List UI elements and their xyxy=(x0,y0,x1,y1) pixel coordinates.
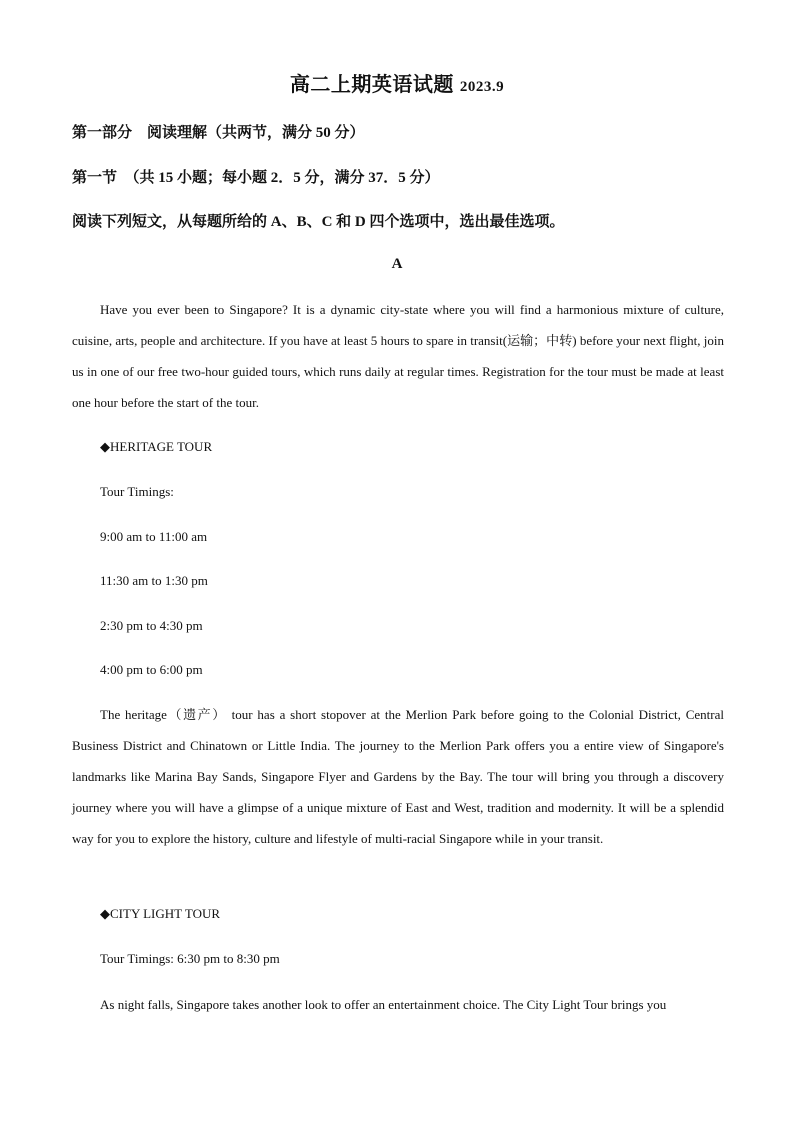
heritage-timing-1: 9:00 am to 11:00 am xyxy=(100,529,208,544)
passage-letter: A xyxy=(391,256,403,272)
city-light-tour-heading: ◆CITY LIGHT TOUR xyxy=(100,906,221,921)
page-title xyxy=(0,68,794,97)
heritage-description: The heritage（遗产） tour has a short stopover at the Merlion Park before going to the Colonial District, Central Business District and Chinatown or Little India. The journey to the Merlion Park offers you a entire view of Singapore's landmarks like Marina Bay Sands, Singapore Flyer and Gardens by the Bay. The tour will bring you through a discovery journey where you will have a glimpse of a unique mixture of East and West, tradition and modernity. It will be a splendid way for you to explore the history, culture and lifestyle of multi-racial Singapore while in your transit. xyxy=(72,707,724,846)
directions-text: 阅读下列短文，从每题所给的 A、B、C 和 D 四个选项中，选出最佳选项。 xyxy=(72,214,565,230)
part-heading: 第一部分 阅读理解（共两节，满分 50 分） xyxy=(72,125,365,141)
city-light-timings: Tour Timings: 6:30 pm to 8:30 pm xyxy=(100,951,280,966)
title-text: 高二上期英语试题 xyxy=(289,74,454,96)
heritage-tour-heading: ◆HERITAGE TOUR xyxy=(100,439,213,454)
city-light-description: As night falls, Singapore takes another look to offer an entertainment choice. The City Light Tour brings you xyxy=(100,997,667,1012)
heritage-timing-3: 2:30 pm to 4:30 pm xyxy=(100,618,203,633)
heritage-timings-label: Tour Timings: xyxy=(100,484,174,499)
title-year: 2023.9 xyxy=(459,79,505,95)
heritage-timing-4: 4:00 pm to 6:00 pm xyxy=(100,662,203,677)
heritage-timing-2: 11:30 am to 1:30 pm xyxy=(100,573,208,588)
section-heading: 第一节 （共 15 小题；每小题 2．5 分，满分 37．5 分） xyxy=(72,170,440,186)
intro-paragraph: Have you ever been to Singapore? It is a dynamic city-state where you will find a harmonious mixture of culture, cuisine, arts, people and architecture. If you have at least 5 hours to spare in transit(运输；中转) before your next flight, join us in one of our free two-hour guided tours, which runs daily at regular times. Registration for the tour must be made at least one hour before the start of the tour. xyxy=(72,302,724,410)
